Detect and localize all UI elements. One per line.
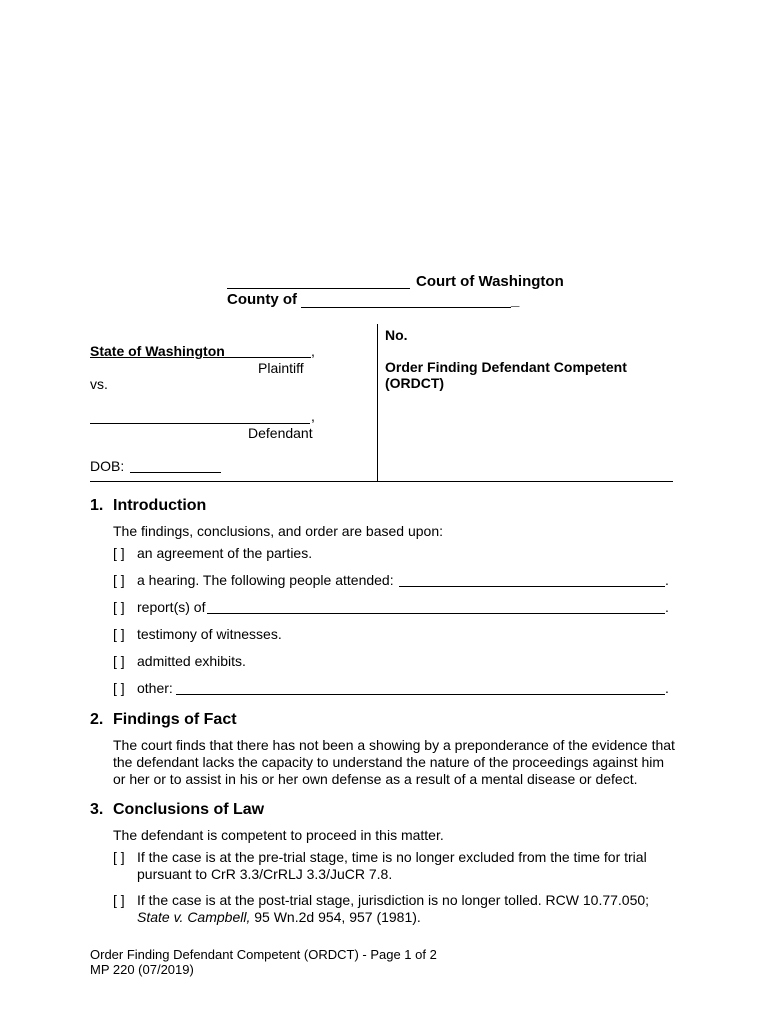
checkbox-reports[interactable]: [ ]	[113, 599, 125, 615]
county-name-blank[interactable]	[301, 307, 511, 308]
item-reports: report(s) of	[137, 599, 206, 615]
plaintiff-name: State of Washington	[90, 343, 225, 359]
section-2-heading: Findings of Fact	[113, 711, 237, 728]
dob-blank[interactable]	[130, 472, 221, 473]
plaintiff-comma: ,	[311, 343, 315, 359]
item-exhibits: admitted exhibits.	[137, 653, 246, 669]
section-3-intro: The defendant is competent to proceed in this matter.	[113, 827, 444, 843]
caption-horizontal-divider	[90, 481, 673, 482]
case-number-label: No.	[385, 327, 408, 343]
checkbox-other[interactable]: [ ]	[113, 680, 125, 696]
defendant-comma: ,	[311, 408, 315, 424]
item-posttrial-line2	[137, 909, 421, 926]
item-other: other:	[137, 680, 173, 696]
item-pretrial-line2: pursuant to CrR 3.3/CrRLJ 3.3/JuCR 7.8.	[137, 866, 393, 882]
section-3-heading: Conclusions of Law	[113, 801, 265, 818]
item-posttrial-line1: If the case is at the post-trial stage, jurisdiction is no longer tolled. RCW 10.77.050;	[137, 892, 650, 908]
caption-vertical-divider	[377, 324, 378, 482]
plaintiff-role: Plaintiff	[258, 360, 304, 376]
county-label: County of	[227, 291, 297, 308]
dob-label: DOB:	[90, 458, 125, 474]
section-1-heading: Introduction	[113, 497, 207, 514]
plaintiff-name-line	[224, 357, 311, 358]
defendant-role: Defendant	[248, 425, 313, 441]
item-testimony: testimony of witnesses.	[137, 626, 282, 642]
section-3-number: 3.	[90, 801, 104, 818]
other-period: .	[665, 680, 669, 696]
case-name: State v. Campbell,	[137, 909, 251, 925]
document-title-line2: (ORDCT)	[385, 375, 445, 391]
other-blank[interactable]	[176, 694, 665, 695]
checkbox-exhibits[interactable]: [ ]	[113, 653, 125, 669]
section-1-number: 1.	[90, 497, 104, 514]
document-title-line1: Order Finding Defendant Competent	[385, 359, 627, 375]
section-2-text: The court finds that there has not been a showing by a preponderance of the evidence that the defendant lacks the capacity to understand the nature of the proceedings against him or her or to assist in his or her own defense as a result of a mental disease or defect.	[113, 737, 675, 787]
section-1-intro: The findings, conclusions, and order are based upon:	[113, 523, 443, 539]
vs-label: vs.	[90, 376, 108, 392]
section-2-number: 2.	[90, 711, 104, 728]
defendant-name-blank[interactable]	[90, 423, 310, 424]
reports-blank[interactable]	[207, 613, 665, 614]
court-name-blank[interactable]	[227, 288, 410, 289]
footer-form-number: MP 220 (07/2019)	[90, 962, 194, 977]
reports-period: .	[665, 599, 669, 615]
hearing-attendees-blank[interactable]	[399, 586, 665, 587]
county-trail: _	[511, 292, 520, 309]
checkbox-testimony[interactable]: [ ]	[113, 626, 125, 642]
checkbox-posttrial[interactable]: [ ]	[113, 892, 125, 908]
checkbox-hearing[interactable]: [ ]	[113, 572, 125, 588]
hearing-period: .	[665, 572, 669, 588]
item-agreement: an agreement of the parties.	[137, 545, 313, 561]
court-title: Court of Washington	[416, 273, 564, 290]
footer-title: Order Finding Defendant Competent (ORDCT) - Page 1 of 2	[90, 947, 437, 962]
item-hearing: a hearing. The following people attended:	[137, 572, 394, 588]
checkbox-pretrial[interactable]: [ ]	[113, 849, 125, 865]
checkbox-agreement[interactable]: [ ]	[113, 545, 125, 561]
case-citation: 95 Wn.2d 954, 957 (1981).	[250, 909, 421, 925]
item-pretrial-line1: If the case is at the pre-trial stage, time is no longer excluded from the time for trial	[137, 849, 647, 865]
